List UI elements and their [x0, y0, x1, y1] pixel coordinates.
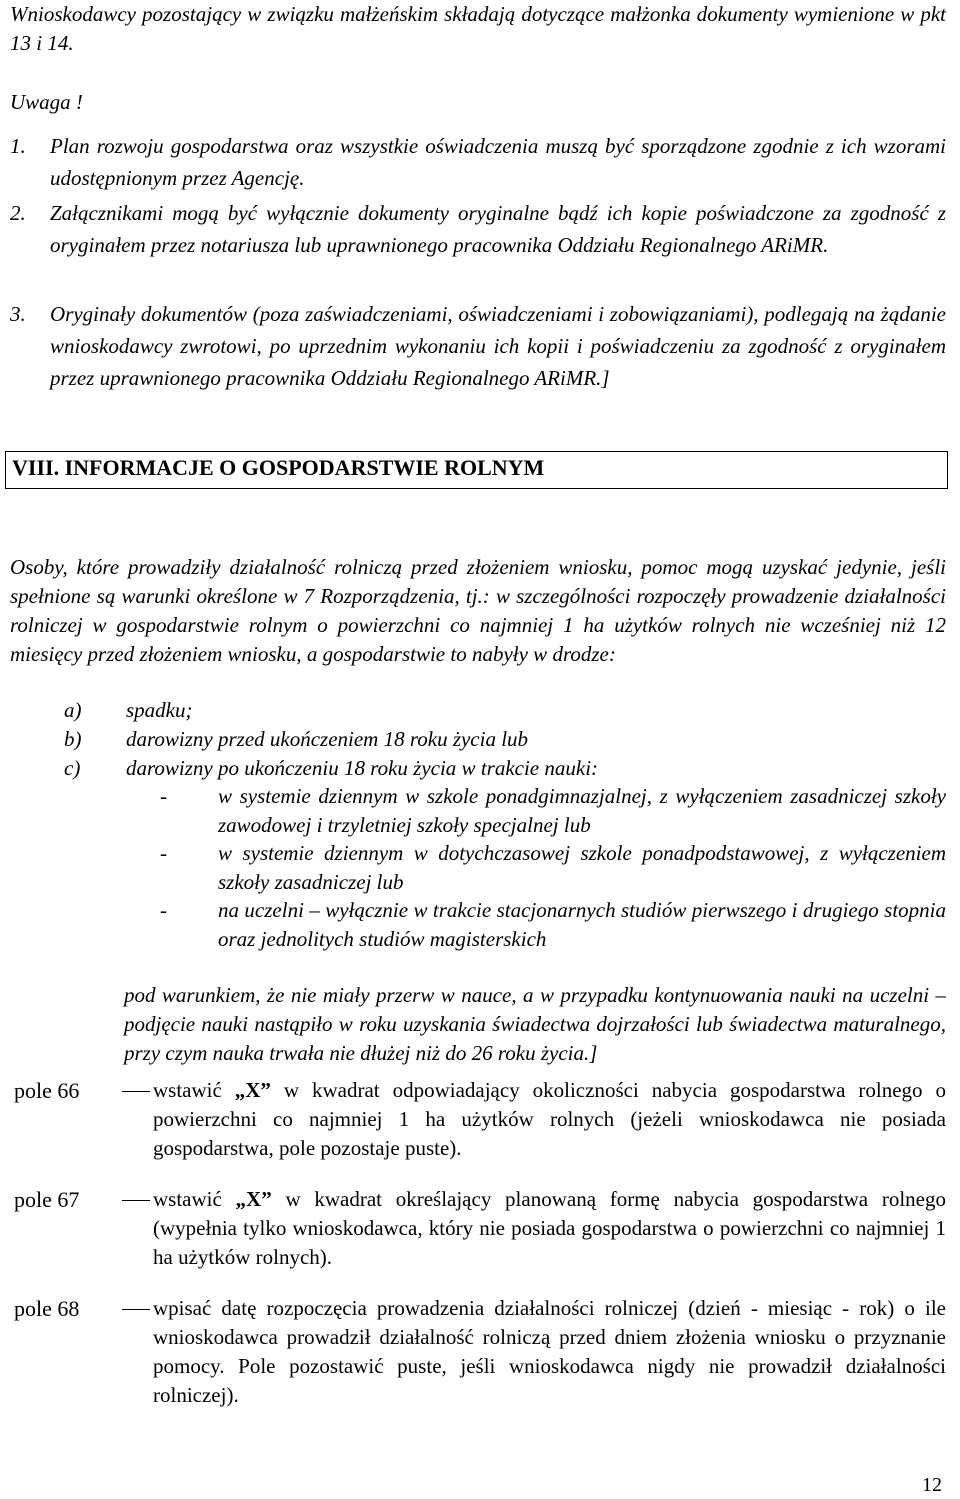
condition-paragraph: pod warunkiem, że nie miały przerw w nauce, a w przypadku kontynuowania nauki na uczelni – podjęcie nauki nastąpiło w roku uzyskania świadectwa dojrzałości lub świadectwa maturalnego, przy czym nauka trwała nie dłużej niż do 26 roku życia.] — [124, 983, 946, 1065]
dash-list-item — [160, 839, 946, 897]
note-text: Plan rozwoju gospodarstwa oraz wszystkie oświadczenia muszą być sporządzone zgodnie z ich wzorami udostępnionym przez Agencję. — [50, 134, 946, 190]
list-text: darowizny po ukończeniu 18 roku życia w trakcie nauki: — [126, 756, 599, 780]
eligibility-paragraph: Osoby, które prowadziły działalność rolniczą przed złożeniem wniosku, pomoc mogą uzyskać jedynie, jeśli spełnione są warunki określone w 7 Rozporządzenia, tj.: w szczególności rozpoczęły prowadzenie działalności rolniczej w gospodarstwie rolnym o powierzchni co najmniej 1 ha użytków rolnych nie wcześniej niż 12 miesięcy przed złożeniem wniosku, a gospodarstwie to nabyły w drodze: — [10, 555, 946, 666]
dash-text: w systemie dziennym w szkole ponadgimnazjalnej, z wyłączeniem zasadniczej szkoły zawodowej i trzyletniej szkoły specjalnej lub — [218, 784, 946, 837]
section-title: VIII. INFORMACJE O GOSPODARSTWIE ROLNYM — [12, 455, 545, 480]
field-text — [153, 1076, 946, 1163]
separator-dash — [122, 1091, 150, 1092]
page-number: 12 — [922, 1474, 942, 1496]
section-heading-box — [5, 451, 948, 489]
list-label: b) — [64, 727, 82, 751]
field-text-after: w kwadrat odpowiadający okoliczności nabycia gospodarstwa rolnego o powierzchni co najmniej 1 ha użytków rolnych (jeżeli wnioskodawca nie posiada gospodarstwa, pole pozostaje puste). — [153, 1078, 946, 1160]
dash-list-item — [160, 782, 946, 840]
intro-paragraph: Wnioskodawcy pozostający w związku małżeńskim składają dotyczące małżonka dokumenty wymienione w pkt 13 i 14. — [10, 2, 946, 55]
note-text: Załącznikami mogą być wyłącznie dokumenty oryginalne bądź ich kopie poświadczone za zgodność z oryginałem przez notariusza lub uprawnionego pracownika Oddziału Regionalnego ARiMR. — [50, 201, 946, 257]
field-description-66 — [14, 1076, 946, 1163]
field-mark: „X” — [234, 1078, 271, 1102]
list-label: a) — [64, 698, 82, 722]
dash-text: w systemie dziennym w dotychczasowej szkole ponadpodstawowej, z wyłączeniem szkoły zasadniczej lub — [218, 841, 946, 894]
list-text: darowizny przed ukończeniem 18 roku życia lub — [126, 727, 529, 751]
list-text: spadku; — [126, 698, 193, 722]
field-text — [153, 1185, 946, 1272]
dash-text: na uczelni – wyłącznie w trakcie stacjonarnych studiów pierwszego i drugiego stopnia oraz jednolitych studiów magisterskich — [218, 898, 946, 951]
field-text-after: w kwadrat określający planowaną formę nabycia gospodarstwa rolnego (wypełnia tylko wnioskodawca, który nie posiada gospodarstwa o powierzchni co najmniej 1 ha użytków rolnych). — [153, 1187, 946, 1269]
dash-marker: - — [160, 784, 167, 808]
list-item — [64, 696, 944, 725]
dash-list-item — [160, 896, 946, 954]
dash-marker: - — [160, 841, 167, 865]
list-label: c) — [64, 756, 81, 780]
note-item — [10, 298, 946, 394]
dash-marker: - — [160, 898, 167, 922]
note-number: 1. — [10, 134, 26, 158]
note-number: 3. — [10, 302, 26, 326]
field-name: pole 68 — [14, 1296, 80, 1321]
note-item — [10, 197, 946, 261]
separator-dash — [122, 1200, 150, 1201]
list-item — [64, 754, 944, 783]
separator-dash — [122, 1309, 150, 1310]
field-description-67 — [14, 1185, 946, 1272]
field-name: pole 66 — [14, 1078, 80, 1103]
field-name: pole 67 — [14, 1187, 80, 1212]
field-description-68 — [14, 1294, 946, 1410]
note-heading: Uwaga ! — [10, 90, 83, 114]
field-text-before: wpisać datę rozpoczęcia prowadzenia działalności rolniczej (dzień - miesiąc - rok) o ile wnioskodawca prowadził działalność rolniczą przed dniem złożenia wniosku o przyznanie pomocy. Pole pozostawić puste, jeśli wnioskodawca nigdy nie prowadził działalności rolniczej). — [153, 1296, 946, 1407]
list-item — [64, 725, 944, 754]
field-text-before: wstawić — [153, 1187, 236, 1211]
field-mark: „X” — [235, 1187, 272, 1211]
note-text: Oryginały dokumentów (poza zaświadczeniami, oświadczeniami i zobowiązaniami), podlegają na żądanie wnioskodawcy zwrotowi, po uprzednim wykonaniu ich kopii i poświadczeniu za zgodność z oryginałem przez uprawnionego pracownika Oddziału Regionalnego ARiMR.] — [50, 302, 946, 390]
field-text-before: wstawić — [153, 1078, 235, 1102]
note-number: 2. — [10, 201, 26, 225]
field-text — [153, 1294, 946, 1410]
note-item — [10, 130, 946, 194]
